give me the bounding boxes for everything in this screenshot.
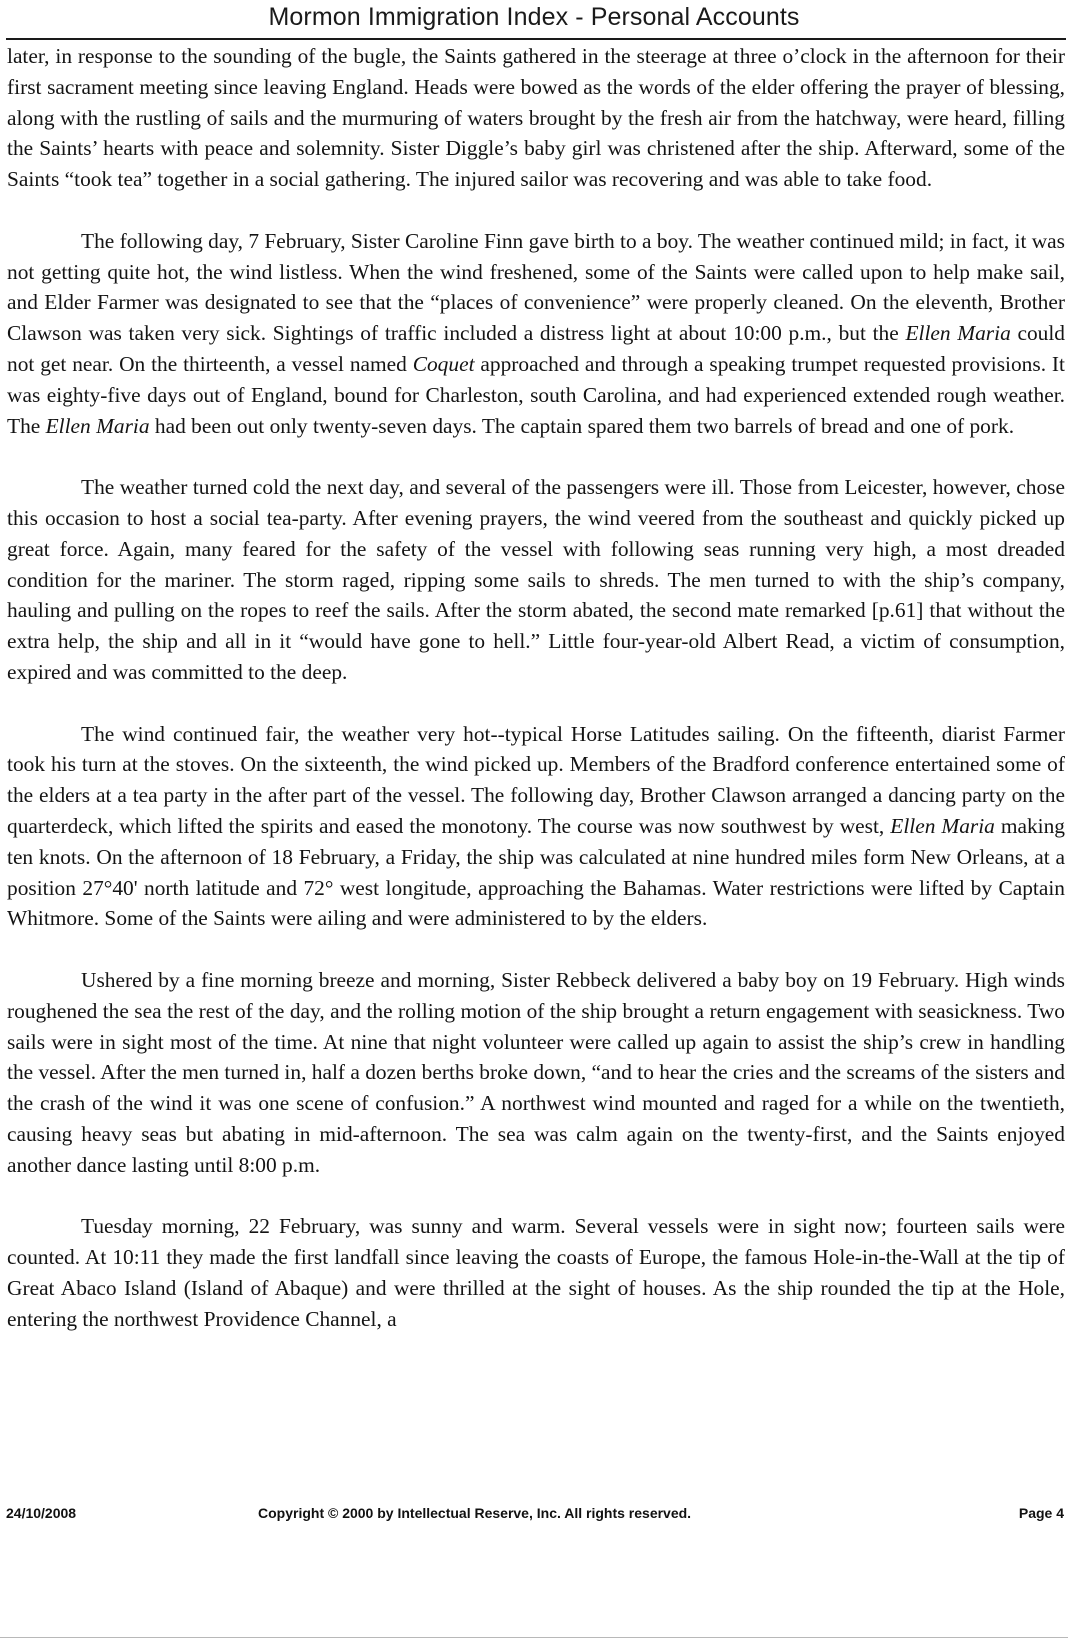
paragraph <box>7 226 1065 442</box>
paragraph <box>7 472 1065 688</box>
paragraph <box>7 41 1065 195</box>
text-run: making ten knots. On the afternoon of 18 February, a Friday, the ship was calculated at nine hundred miles form New Orleans, at a position 27°40' north latitude and 72° west longitude, approaching the Bahamas. Water restrictions were lifted by Captain Whitmore. Some of the Saints were ailing and were administered to by the elders. <box>7 813 1065 931</box>
footer-page-number: Page 4 <box>1018 1505 1064 1521</box>
text-run: later, in response to the sounding of the bugle, the Saints gathered in the steerage at three o’clock in the afternoon for their first sacrament meeting since leaving England. Heads were bowed as the words of the elder offering the prayer of blessing, along with the rustling of sails and the murmuring of waters brought by the fresh air from the hatchway, were heard, filling the Saints’ hearts with peace and solemnity. Sister Diggle’s baby girl was christened after the ship. Afterward, some of the Saints “took tea” together in a social gathering. The injured sailor was recovering and was able to take food. <box>7 44 1065 192</box>
italic-ship-name: Ellen Maria <box>905 321 1011 346</box>
bottom-scan-edge <box>0 1637 1068 1638</box>
italic-ship-name: Ellen Maria <box>45 413 150 438</box>
footer-copyright: Copyright © 2000 by Intellectual Reserve, Inc. All rights reserved. <box>258 1505 692 1521</box>
text-run: The wind continued fair, the weather very hot--typical Horse Latitudes sailing. On the fifteenth, diarist Farmer took his turn at the stoves. On the sixteenth, the wind picked up. Members of the Bradford conference entertained some of the elders at a tea party in the after part of the vessel. The following day, Brother Clawson arranged a dancing party on the quarterdeck, which lifted the spirits and eased the monotony. The course was now southwest by west, <box>7 721 1065 838</box>
footer-date: 24/10/2008 <box>6 1505 77 1521</box>
document-body <box>7 41 1065 1365</box>
italic-ship-name: Coquet <box>412 351 475 376</box>
paragraph <box>7 1211 1065 1334</box>
page-header-title: Mormon Immigration Index - Personal Accounts <box>268 3 800 31</box>
page-footer <box>6 1505 1064 1525</box>
text-run: approached and through a speaking trumpet requested provisions. It was eighty-five days out of England, bound for Charleston, south Carolina, and had experienced extended rough weather. The <box>7 351 1065 438</box>
italic-ship-name: Ellen Maria <box>890 813 995 838</box>
text-run: Tuesday morning, 22 February, was sunny and warm. Several vessels were in sight now; fourteen sails were counted. At 10:11 they made the first landfall since leaving the coasts of Europe, the famous Hole-in-the-Wall at the tip of Great Abaco Island (Island of Abaque) and were thrilled at the sight of houses. As the ship rounded the tip at the Hole, entering the northwest Providence Channel, a <box>7 1214 1065 1331</box>
text-run: had been out only twenty-seven days. The captain spared them two barrels of bread and one of pork. <box>149 413 1015 438</box>
text-run: The weather turned cold the next day, and several of the passengers were ill. Those from Leicester, however, chose this occasion to host a social tea-party. After evening prayers, the wind veered from the southeast and quickly picked up great force. Again, many feared for the safety of the vessel with following seas running very high, a most dreaded condition for the mariner. The storm raged, ripping some sails to shreds. The men turned to with the ship’s company, hauling and pulling on the ropes to reef the sails. After the storm abated, the second mate remarked [p.61] that without the extra help, the ship and all in it “would have gone to hell.” Little four-year-old Albert Read, a victim of consumption, expired and was committed to the deep. <box>7 475 1065 684</box>
text-run: could not get near. On the thirteenth, a vessel named <box>7 321 1066 376</box>
paragraph <box>7 719 1065 935</box>
text-run: The following day, 7 February, Sister Caroline Finn gave birth to a boy. The weather continued mild; in fact, it was not getting quite hot, the wind listless. When the wind freshened, some of the Saints were called upon to help make sail, and Elder Farmer was designated to see that the “places of convenience” were properly cleaned. On the eleventh, Brother Clawson was taken very sick. Sightings of traffic included a distress light at about 10:00 p.m., but the <box>7 228 1065 346</box>
paragraph <box>7 965 1065 1181</box>
text-run: Ushered by a fine morning breeze and morning, Sister Rebbeck delivered a baby boy on 19 February. High winds roughened the sea the rest of the day, and the rolling motion of the ship brought a return engagement with seasickness. Two sails were in sight most of the time. At nine that night volunteer were called up again to assist the ship’s crew in handling the vessel. After the men turned in, half a dozen berths broke down, “and to hear the cries and the screams of the sisters and the crash of the wind it was one scene of confusion.” A northwest wind mounted and raged for a while on the twentieth, causing heavy seas but abating in mid-afternoon. The sea was calm again on the twenty-first, and the Saints enjoyed another dance lasting until 8:00 p.m. <box>7 967 1065 1177</box>
header-divider <box>6 38 1066 40</box>
